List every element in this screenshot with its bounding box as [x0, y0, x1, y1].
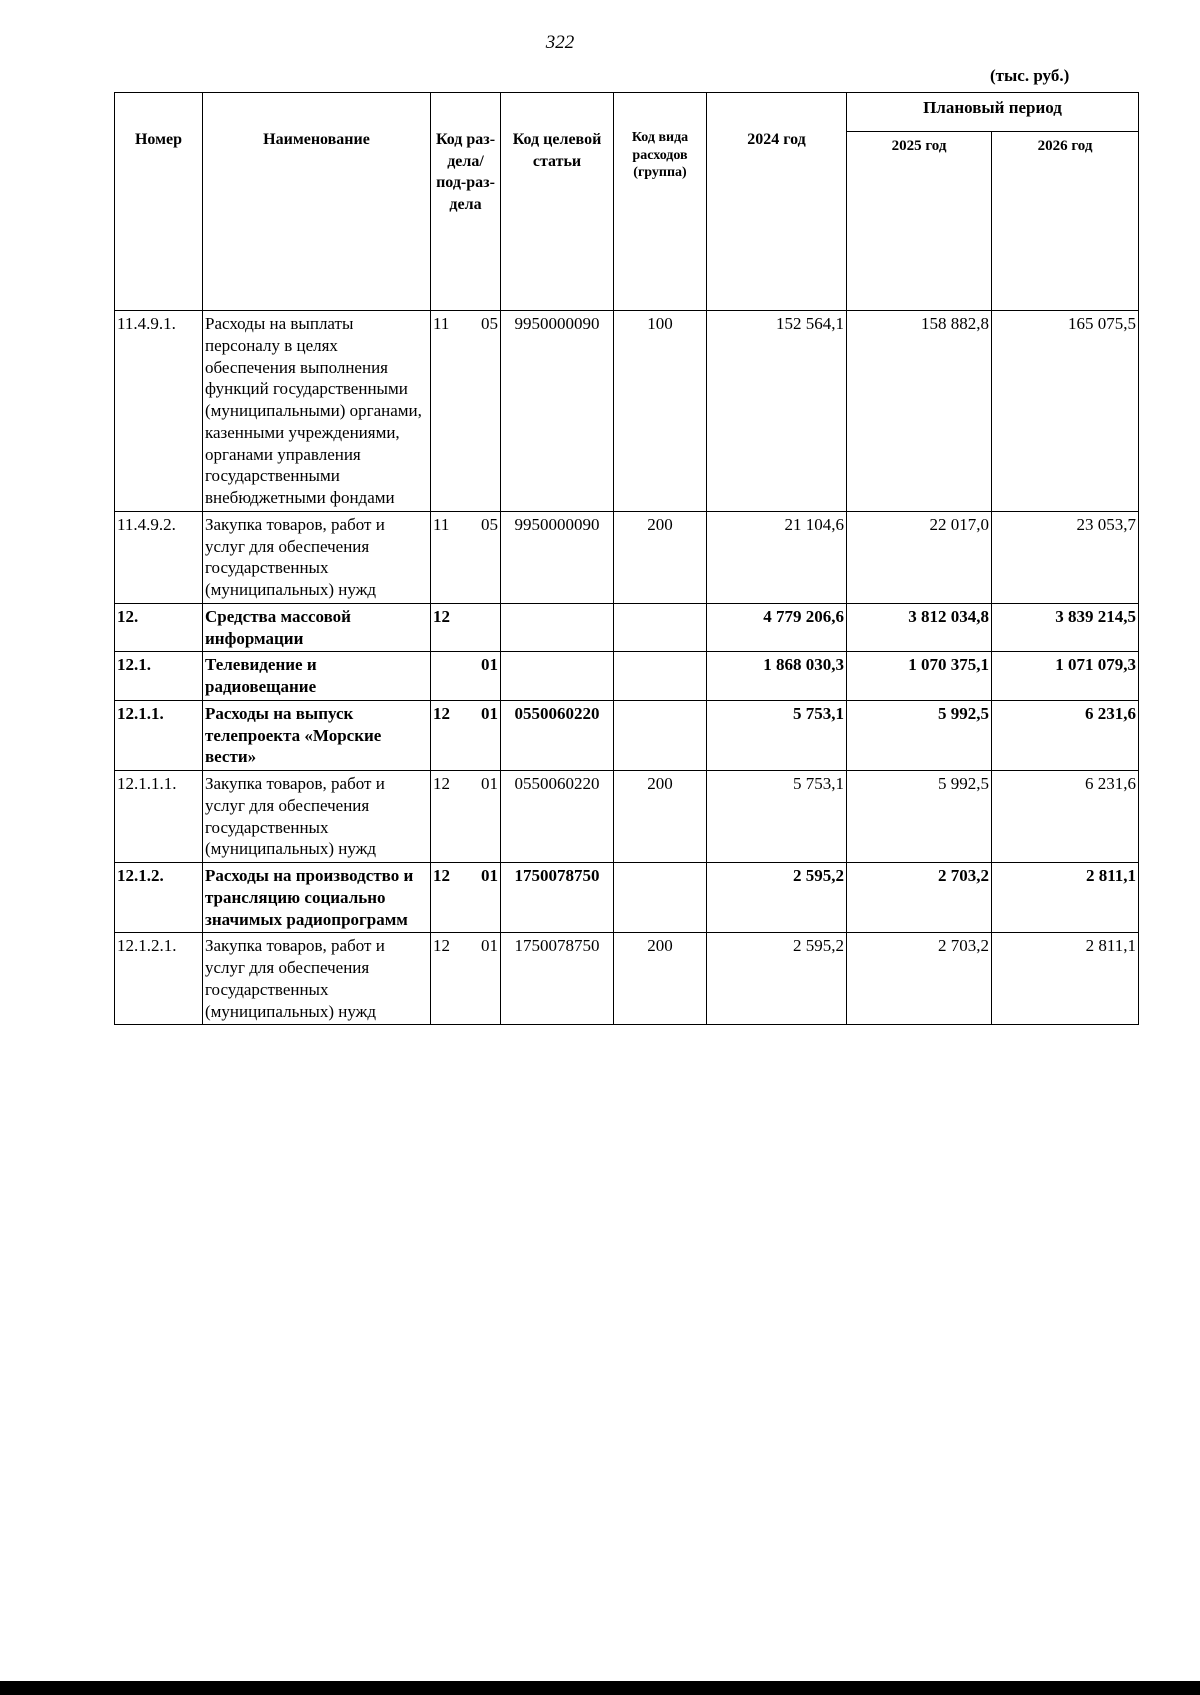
section-code: 11: [433, 514, 450, 534]
page-number: 322: [545, 32, 575, 53]
table-body: [115, 311, 1139, 1025]
scan-bottom-edge: [0, 1681, 1200, 1695]
row-amount-2024: 4 779 206,6: [707, 603, 847, 652]
subsection-code: 05: [481, 514, 498, 534]
row-number: 11.4.9.1.: [115, 311, 203, 512]
subsection-code: 01: [481, 774, 498, 793]
row-number: 11.4.9.2.: [115, 511, 203, 603]
row-amount-2026: 6 231,6: [992, 771, 1139, 863]
table-row: [115, 311, 1139, 512]
row-amount-2026: 6 231,6: [992, 700, 1139, 770]
subsection-code: 01: [481, 655, 498, 675]
row-expense-group: 200: [614, 933, 707, 1025]
subsection-code: 01: [481, 703, 498, 723]
row-amount-2025: 22 017,0: [847, 511, 992, 603]
row-name: Расходы на выпуск телепроекта «Морские вести»: [203, 700, 431, 770]
row-name: Закупка товаров, работ и услуг для обеспечения государственных (муниципальных) нужд: [203, 511, 431, 603]
row-section-code: [431, 652, 501, 701]
row-amount-2024: 2 595,2: [707, 933, 847, 1025]
row-number: 12.1.2.: [115, 863, 203, 933]
row-amount-2025: 2 703,2: [847, 933, 992, 1025]
row-amount-2026: 2 811,1: [992, 863, 1139, 933]
row-amount-2025: 2 703,2: [847, 863, 992, 933]
table-row: [115, 863, 1139, 933]
row-section-code: [431, 603, 501, 652]
row-amount-2024: 152 564,1: [707, 311, 847, 512]
row-name: Закупка товаров, работ и услуг для обеспечения государственных (муниципальных) нужд: [203, 933, 431, 1025]
header-planned-period: Плановый период: [847, 93, 1139, 132]
row-target-code: 1750078750: [501, 933, 614, 1025]
row-expense-group: 100: [614, 311, 707, 512]
row-number: 12.1.1.: [115, 700, 203, 770]
row-section-code: [431, 700, 501, 770]
row-amount-2024: 1 868 030,3: [707, 652, 847, 701]
row-section-code: [431, 311, 501, 512]
table-row: [115, 933, 1139, 1025]
units-label: (тыс. руб.): [990, 66, 1070, 85]
row-section-code: [431, 511, 501, 603]
section-code: 12: [433, 703, 450, 723]
row-name: Средства массовой информации: [203, 603, 431, 652]
section-code: 12: [433, 866, 450, 885]
header-year-2025: 2025 год: [847, 132, 992, 311]
section-code: 12: [433, 774, 450, 793]
subsection-code: 01: [481, 936, 498, 956]
row-name: Расходы на производство и трансляцию социально значимых радиопрограмм: [203, 863, 431, 933]
row-amount-2026: 3 839 214,5: [992, 603, 1139, 652]
table-row: [115, 700, 1139, 770]
row-number: 12.: [115, 603, 203, 652]
row-amount-2025: 5 992,5: [847, 700, 992, 770]
row-amount-2024: 5 753,1: [707, 700, 847, 770]
row-amount-2025: 1 070 375,1: [847, 652, 992, 701]
row-target-code: 0550060220: [501, 700, 614, 770]
row-expense-group: 200: [614, 511, 707, 603]
row-target-code: 0550060220: [501, 771, 614, 863]
row-amount-2024: 5 753,1: [707, 771, 847, 863]
row-number: 12.1.: [115, 652, 203, 701]
row-target-code: 9950000090: [501, 511, 614, 603]
header-year-2024: 2024 год: [707, 93, 847, 311]
table-row: [115, 771, 1139, 863]
row-amount-2026: 2 811,1: [992, 933, 1139, 1025]
row-number: 12.1.2.1.: [115, 933, 203, 1025]
row-section-code: [431, 771, 501, 863]
table-row: [115, 511, 1139, 603]
row-section-code: [431, 863, 501, 933]
row-expense-group: [614, 700, 707, 770]
row-expense-group: [614, 863, 707, 933]
row-expense-group: [614, 652, 707, 701]
row-section-code: [431, 933, 501, 1025]
subsection-code: 05: [481, 314, 498, 333]
section-code: 12: [433, 606, 450, 626]
header-target-code: Код целевой статьи: [501, 93, 614, 311]
budget-table: [114, 92, 1139, 1025]
header-year-2026: 2026 год: [992, 132, 1139, 311]
row-target-code: 1750078750: [501, 863, 614, 933]
header-number: Номер: [115, 93, 203, 311]
row-amount-2025: 5 992,5: [847, 771, 992, 863]
subsection-code: 01: [481, 866, 498, 885]
row-amount-2024: 2 595,2: [707, 863, 847, 933]
row-amount-2026: 165 075,5: [992, 311, 1139, 512]
row-target-code: [501, 603, 614, 652]
table-header-row: [115, 93, 1139, 132]
row-amount-2025: 158 882,8: [847, 311, 992, 512]
row-expense-group: [614, 603, 707, 652]
row-number: 12.1.1.1.: [115, 771, 203, 863]
section-code: 12: [433, 936, 450, 956]
row-amount-2024: 21 104,6: [707, 511, 847, 603]
row-amount-2025: 3 812 034,8: [847, 603, 992, 652]
row-amount-2026: 23 053,7: [992, 511, 1139, 603]
row-name: Телевидение и радиовещание: [203, 652, 431, 701]
row-name: Расходы на выплаты персоналу в целях обеспечения выполнения функций государственными (муниципальными) органами, казенными учреждениями, органами управления государственными внебюджетными фондами: [203, 311, 431, 512]
table-row: [115, 603, 1139, 652]
row-name: Закупка товаров, работ и услуг для обеспечения государственных (муниципальных) нужд: [203, 771, 431, 863]
row-expense-group: 200: [614, 771, 707, 863]
header-section-code: Код раз-дела/ под-раз-дела: [431, 93, 501, 311]
row-amount-2026: 1 071 079,3: [992, 652, 1139, 701]
row-target-code: 9950000090: [501, 311, 614, 512]
header-expense-group: Код вида расходов (группа): [614, 93, 707, 311]
header-name: Наименование: [203, 93, 431, 311]
section-code: 11: [433, 314, 450, 333]
row-target-code: [501, 652, 614, 701]
table-row: [115, 652, 1139, 701]
